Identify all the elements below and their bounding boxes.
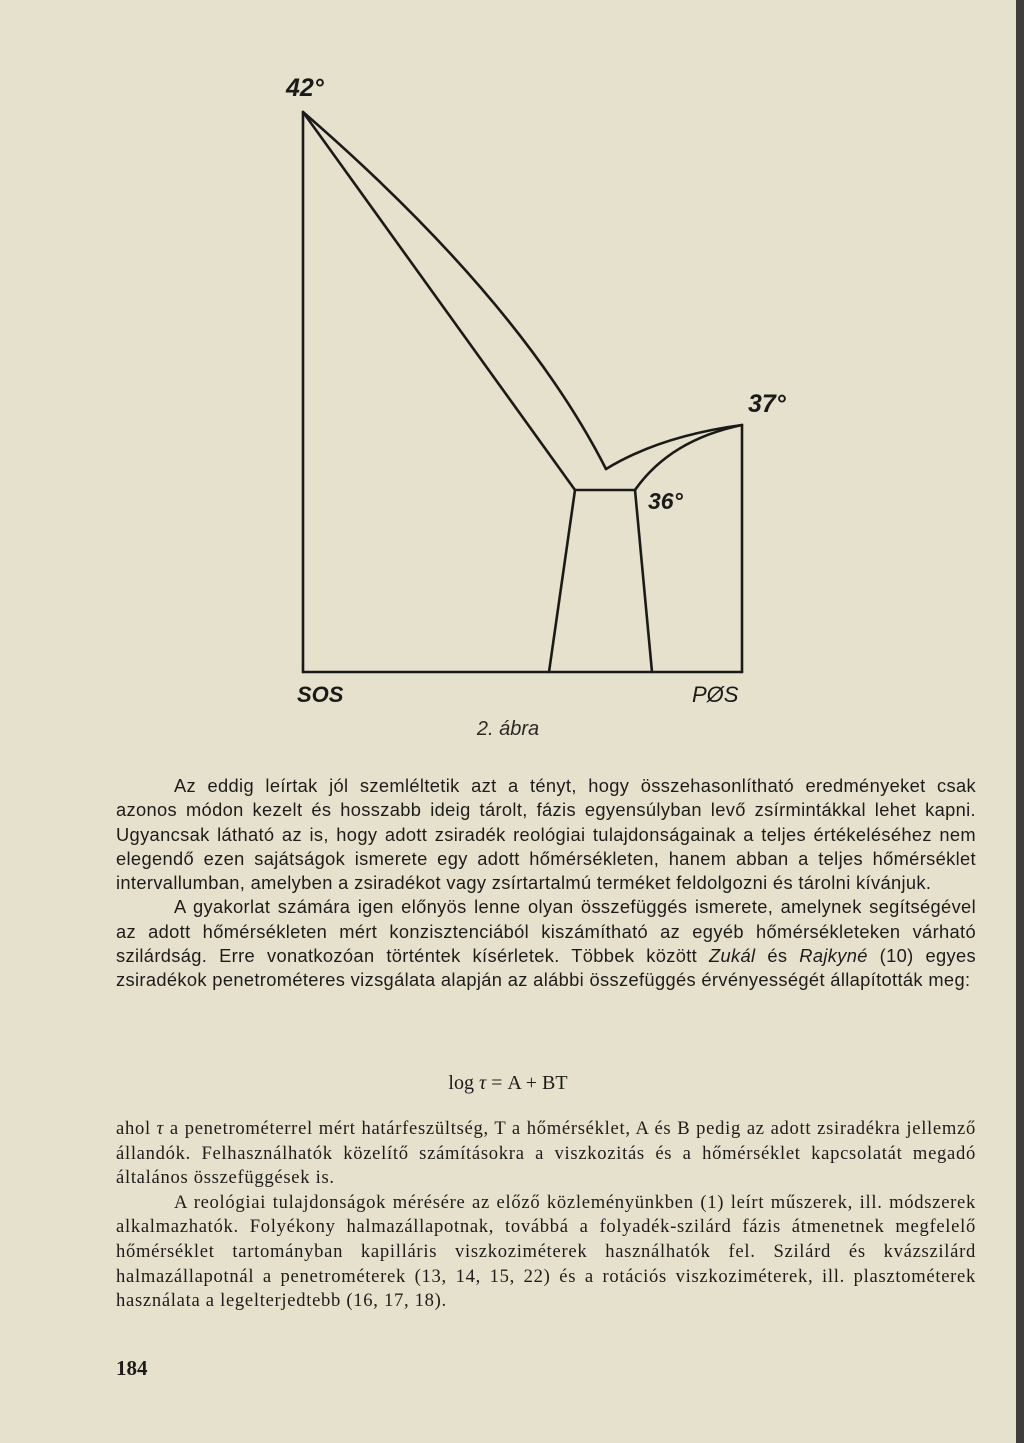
phase-boundary-right — [635, 490, 652, 672]
label-middle-temperature: 36° — [648, 488, 683, 514]
body-text-sans — [116, 774, 976, 993]
author-rajkyne: Rajkyné — [799, 945, 868, 967]
author-zukal: Zukál — [709, 945, 756, 967]
label-sos: SOS — [297, 682, 344, 707]
formula — [0, 1072, 1016, 1095]
page-number: 184 — [116, 1356, 148, 1380]
paragraph-1: Az eddig leírtak jól szemléltetik azt a tényt, hogy összehasonlítható eredményeket csak azonos módon kezelt és hosszabb ideig tárolt, fázis egyensúlyban levő zsírmintákkal lehet kapni. Ugyancsak látható az is, hogy adott zsiradék reológiai tulajdonságainak a teljes értékeléséhez nem elegendő ezen sajátságok ismerete egy adott hőmérsékleten, hanem abban a teljes hőmérséklet intervallumban, amelyben a zsiradékot vagy zsírtartalmú terméket feldolgozni és tárolni kívánjuk. — [116, 775, 976, 894]
paragraph-2 — [116, 895, 976, 992]
label-right-temperature: 37° — [748, 390, 786, 418]
paragraph-3-b: a penetrométerrel mért határfeszültség, T a hőmérséklet, A és B pedig az adott zsiradékra jellemző állandók. Felhasználhatók közelítő számításokra a viszkozitás és a hőmérséklet kapcsolatát megadó általános összefüggések is. — [116, 1118, 976, 1189]
body-text-serif — [116, 1117, 976, 1314]
phase-boundary-left — [549, 490, 575, 672]
formula-tau: τ — [478, 1072, 487, 1094]
label-top-temperature: 42° — [286, 74, 324, 102]
paragraph-4: A reológiai tulajdonságok mérésére az előző közleményünkben (1) leírt műszerek, ill. módszerek alkalmazhatók. Folyékony halmazállapotnak, továbbá a folyadék-szilárd fázis átmenetnek megfelelő hőmérséklet tartományban kapilláris viszkoziméterek használhatók fel. Szilárd és kvázszilárd halmazállapotnál a penetrométerek (13, 14, 15, 22) és a rotációs viszkoziméterek, ill. plasztométerek használata a legelterjedtebb (16, 17, 18). — [116, 1191, 976, 1312]
label-pos: PØS — [692, 682, 739, 707]
paragraph-2-end: (10) egyes zsiradékok penetrométeres vizsgálata alapján az alábbi összefüggés érvényességét állapították meg: — [116, 945, 976, 991]
paragraph-2-conj: és — [755, 945, 800, 967]
formula-rhs: = A + BT — [486, 1072, 568, 1094]
liquidus-upper-curve — [303, 112, 606, 469]
scan-edge — [1016, 0, 1024, 1443]
formula-log: log — [448, 1072, 479, 1094]
paragraph-2-start: A gyakorlat számára igen előnyös lenne olyan összefüggés ismerete, amelynek segítségével az adott hőmérsékleten mért konzisztenciából kiszámítható az egyéb hőmérsékleteken várható szilárdság. Erre vonatkozóan történtek kísérletek. Többek között — [116, 896, 976, 967]
paragraph-3 — [116, 1117, 976, 1191]
paragraph-3-a: ahol — [116, 1118, 157, 1139]
solidus-curve — [303, 112, 575, 490]
figure-caption: 2. ábra — [476, 718, 540, 740]
tau-inline: τ — [156, 1118, 165, 1139]
liquidus-right-curve — [606, 425, 742, 469]
